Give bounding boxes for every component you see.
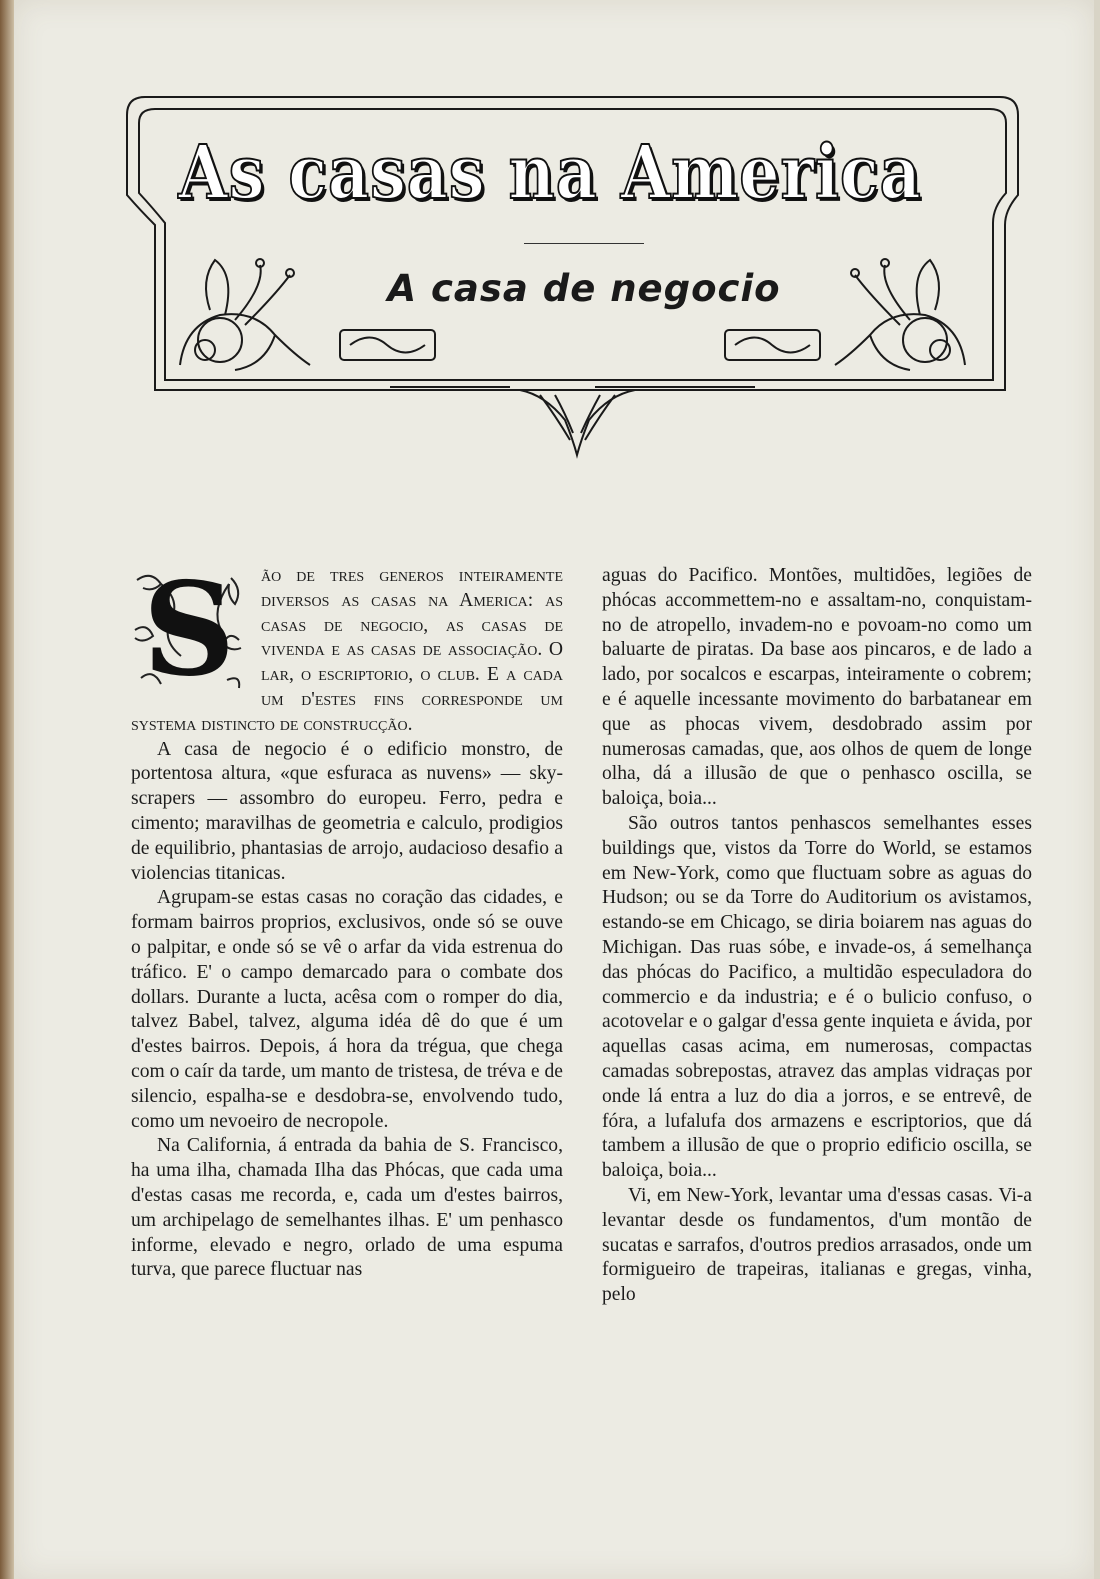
book-spine (0, 0, 14, 1579)
article-column-right (602, 564, 1032, 1308)
page-edge (1094, 0, 1100, 1579)
page-title: As casas na America (178, 130, 922, 216)
paragraph-7: Vi, em New-York, levantar uma d'essas casas. Vi-a levantar desde os fundamentos, d'um montão de sucatas e sarrafos, d'outros predios arrasados, onde um formigueiro de trapeiras, italianas e gregas, vinha, pelo (602, 1184, 1032, 1306)
title-divider (524, 243, 644, 244)
paragraph-5: aguas do Pacifico. Montões, multidões, legiões de phócas accommettem-no e assaltam-no, conquistam-no de atropello, invadem-no e povoam-no como um baluarte de piratas. Da base aos pincaros, e de lado a lado, por socalcos e escarpas, inteiramente o cobrem; e é aquelle incessante movimento do barbatanear em que as phocas vivem, desdobrado assim por numerosas camadas, que, aos olhos de quem de longe olha, dá a illusão de que o penhasco oscilla, se baloiça, boia... (602, 565, 1032, 810)
dropcap-letter: S (142, 555, 236, 705)
paragraph-6: São outros tantos penhascos semelhantes esses buildings que, vistos da Torre do World, se estamos em New-York, como que fluctuam sobre as aguas do Hudson; ou se da Torre do Auditorium os avistamos, estando-se em Chicago, se diria boiarem nas aguas do Michigan. Das ruas sóbe, e invade-os, á semelhança das phócas do Pacifico, a multidão especuladora do commercio e da industria; e é o bulicio confuso, o acotovelar e o galgar d'essa gente inquieta e ávida, por aquellas casas acima, em numerosas, compactas camadas sobrepostas, atravez das amplas vidraças por onde lá entra a luz do dia a jorros, e se entrevê, de fóra, a lufalufa dos armazens e escriptorios, que dá tambem a illusão de que o proprio edificio oscilla, se baloiça, boia... (602, 812, 1032, 1182)
page-subtitle: A casa de negocio (387, 267, 781, 310)
paragraph-3: Agrupam-se estas casas no coração das cidades, e formam bairros proprios, exclusivos, onde só se ouve o palpitar, e onde só se vê o arfar da vida estrenua do tráfico. E' o campo demarcado para o combate dos dollars. Durante a lucta, acêsa com o romper do dia, talvez Babel, talvez, alguma idéa dê do que é um d'estes bairros. Depois, á hora da trégua, que chega com o caír da tarde, um manto de tristesa, de tréva e de silencio, espalha-se e desdobra-se, envolvendo tudo, como um nevoeiro de necropole. (131, 887, 563, 1132)
paragraph-2: A casa de negocio é o edificio monstro, de portentosa altura, «que esfuraca as nuvens» — sky-scrapers — assombro do europeu. Ferro, pedra e cimento; maravilhas de geometria e calculo, prodigios de equilibrio, phantasias de arrojo, audacioso desafio a violencias titanicas. (131, 738, 563, 884)
article-column-left (131, 555, 563, 1283)
paragraph-1: ão de tres generos inteiramente diversos as casas na America: as casas de negocio, as casas de vivenda e as casas de associação. O lar, o escriptorio, o club. E a cada um d'estes fins corresponde um systema distincto de construcção. (131, 565, 563, 735)
dropcap-ornament (131, 555, 247, 705)
paragraph-4: Na California, á entrada da bahia de S. Francisco, ha uma ilha, chamada Ilha das Phócas, que cada uma d'estas casas me recorda, e, cada um d'estes bairros, um archipelago de semelhantes ilhas. E' um penhasco informe, elevado e negro, orlado de uma espuma turva, que parece fluctuar nas (131, 1135, 563, 1281)
